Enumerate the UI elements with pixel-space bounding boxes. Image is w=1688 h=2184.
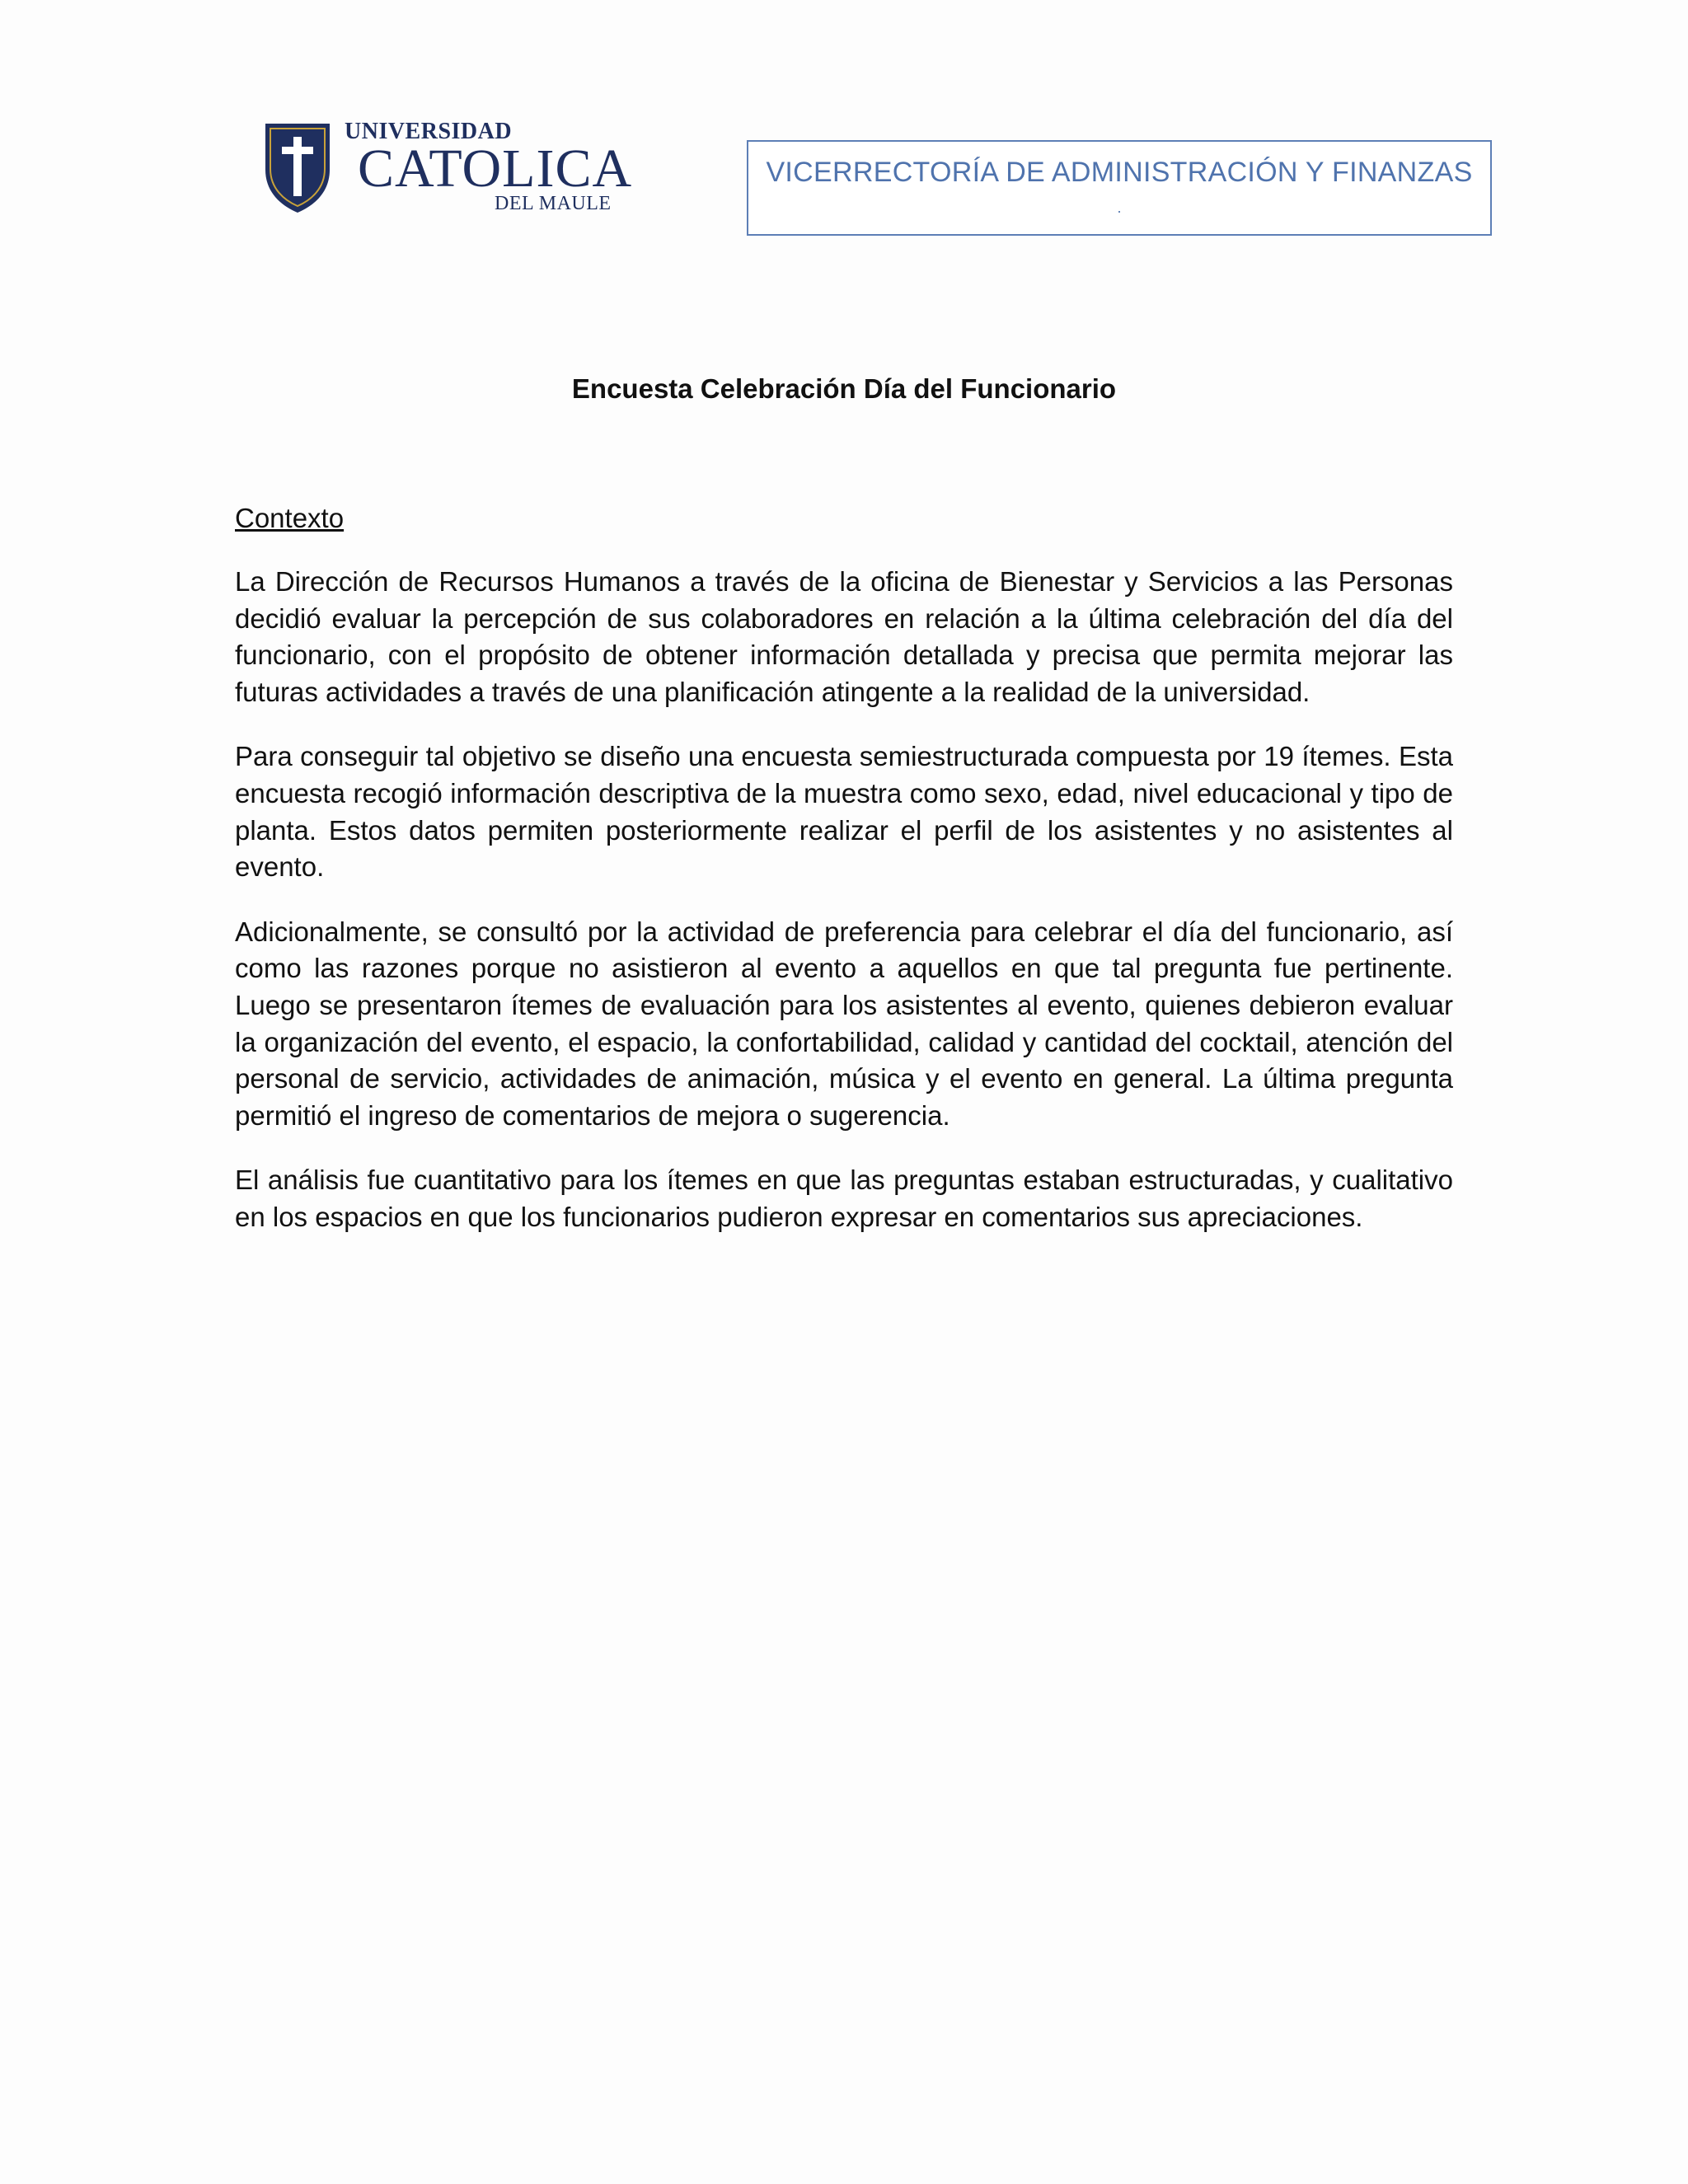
paragraph: Adicionalmente, se consultó por la actividad de preferencia para celebrar el día del funcionario, así como las razones porque no asistieron al evento a aquellos en que tal pregunta fue pertinente. Luego se presentaron ítemes de evaluación para los asistentes al evento, quienes debieron evaluar la organización del evento, el espacio, la confortabilidad, calidad y cantidad del cocktail, atención del personal de servicio, actividades de animación, música y el evento en general. La última pregunta permitió el ingreso de comentarios de mejora o sugerencia.: [235, 916, 1453, 1131]
paragraph: El análisis fue cuantitativo para los ítemes en que las preguntas estaban estructuradas, y cualitativo en los espacios en que los funcionarios pudieron expresar en comentarios sus apreciaciones.: [235, 1165, 1453, 1232]
document-title: Encuesta Celebración Día del Funcionario: [571, 373, 1117, 404]
logo-line-del-maule: DEL MAULE: [495, 193, 612, 214]
header-box-mark: .: [1117, 199, 1122, 216]
shield-cross-icon: [262, 122, 333, 214]
paragraph: Para conseguir tal objetivo se diseño una encuesta semiestructurada compuesta por 19 ítemes. Esta encuesta recogió información descriptiva de la muestra como sexo, edad, nivel educacional y tipo de planta. Estos datos permiten posteriormente realizar el perfil de los asistentes y no asistentes al evento.: [235, 741, 1453, 883]
paragraph: La Dirección de Recursos Humanos a través de la oficina de Bienestar y Servicios a las Personas decidió evaluar la percepción de sus colaboradores en relación a la última celebración del día del funcionario, con el propósito de obtener información detallada y precisa que permita mejorar las futuras actividades a través de una planificación atingente a la realidad de la universidad.: [235, 566, 1453, 707]
document-body: [235, 500, 1453, 1264]
logo-line-catolica: CATOLICA: [358, 138, 633, 199]
section-heading: Contexto: [235, 503, 345, 533]
header-box-title: VICERRECTORÍA DE ADMINISTRACIÓN Y FINANZAS: [766, 157, 1473, 188]
university-logo: [262, 119, 633, 218]
header-box: [747, 140, 1492, 236]
logo-line-universidad: UNIVERSIDAD: [345, 119, 513, 144]
